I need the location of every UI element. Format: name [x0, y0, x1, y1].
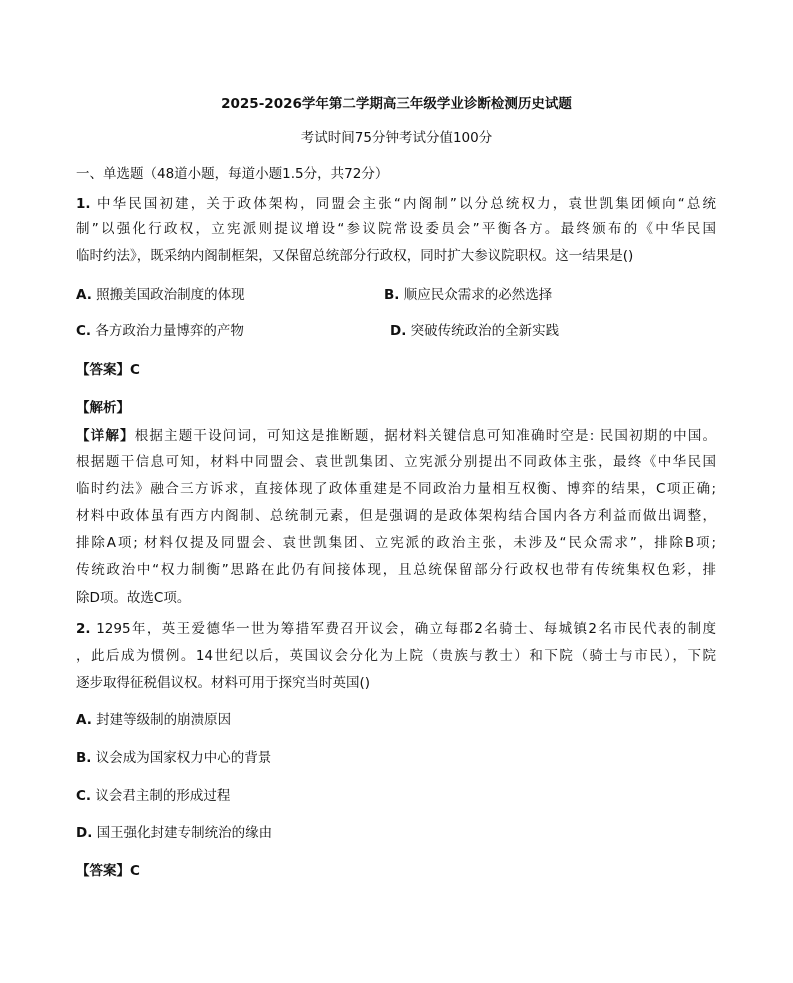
q2-option-a: A. 封建等级制的崩溃原因 [76, 712, 232, 728]
q1-option-c: C. 各方政治力量博弈的产物 [76, 323, 244, 339]
q2-option-d: D. 国王强化封建专制统治的缘由 [76, 825, 273, 841]
q1-stem-line-1: 1. 中华民国初建，关于政体架构，同盟会主张“内阁制”以分总统权力，袁世凯集团倾向“总统 [76, 196, 716, 212]
section-heading: 一、单选题（48道小题，每道小题1.5分，共72分） [76, 166, 389, 182]
q2-stem-line-2: ，此后成为惯例。14世纪以后，英国议会分化为上院（贵族与教士）和下院（骑士与市民），下院 [76, 648, 716, 664]
q2-stem-line-3: 逐步取得征税倡议权。材料可用于探究当时英国() [76, 675, 371, 691]
q1-option-d: D. 突破传统政治的全新实践 [390, 323, 560, 339]
q1-detail-line-4: 材料中政体虽有西方内阁制、总统制元素，但是强调的是政体架构结合国内各方利益而做出调整， [76, 508, 716, 524]
q1-option-a: A. 照搬美国政治制度的体现 [76, 287, 245, 303]
q1-detail-line-5: 排除A项; 材料仅提及同盟会、袁世凯集团、立宪派的政治主张，未涉及“民众需求”，排除B项; [76, 535, 716, 551]
q2-option-b: B. 议会成为国家权力中心的背景 [76, 750, 272, 766]
q1-number: 1. [76, 196, 91, 212]
q1-detail-line-2: 根据题干信息可知，材料中同盟会、袁世凯集团、立宪派分别提出不同政体主张，最终《中华民国 [76, 454, 716, 470]
q1-detail-line-3: 临时约法》融合三方诉求，直接体现了政体重建是不同政治力量相互权衡、博弈的结果，C项正确; [76, 481, 716, 497]
q2-stem-line-1: 2. 1295年，英王爱德华一世为筹措军费召开议会，确立每郡2名骑士、每城镇2名市民代表的制度 [76, 621, 716, 637]
q1-detail-line-6: 传统政治中“权力制衡”思路在此仍有间接体现，且总统保留部分行政权也带有传统集权色彩，排 [76, 562, 716, 578]
exam-title: 2025-2026学年第二学期高三年级学业诊断检测历史试题 [221, 96, 572, 112]
q1-answer: 【答案】C [76, 362, 140, 378]
q1-analysis-heading: 【解析】 [76, 400, 130, 416]
q2-number: 2. [76, 621, 91, 637]
q2-answer: 【答案】C [76, 863, 140, 879]
q2-option-c: C. 议会君主制的形成过程 [76, 788, 231, 804]
q1-detail-line-1: 【详解】根据主题干设问词，可知这是推断题，据材料关键信息可知准确时空是: 民国初期的中国。 [76, 428, 716, 444]
exam-subtitle: 考试时间75分钟考试分值100分 [300, 130, 493, 146]
q1-detail-line-7: 除D项。故选C项。 [76, 590, 191, 606]
q1-stem-line-3: 临时约法》，既采纳内阁制框架，又保留总统部分行政权，同时扩大参议院职权。这一结果是() [76, 248, 634, 264]
q1-option-b: B. 顺应民众需求的必然选择 [384, 287, 553, 303]
q1-stem-line-2: 制”以强化行政权，立宪派则提议增设“参议院常设委员会”平衡各方。最终颁布的《中华民国 [76, 221, 716, 237]
